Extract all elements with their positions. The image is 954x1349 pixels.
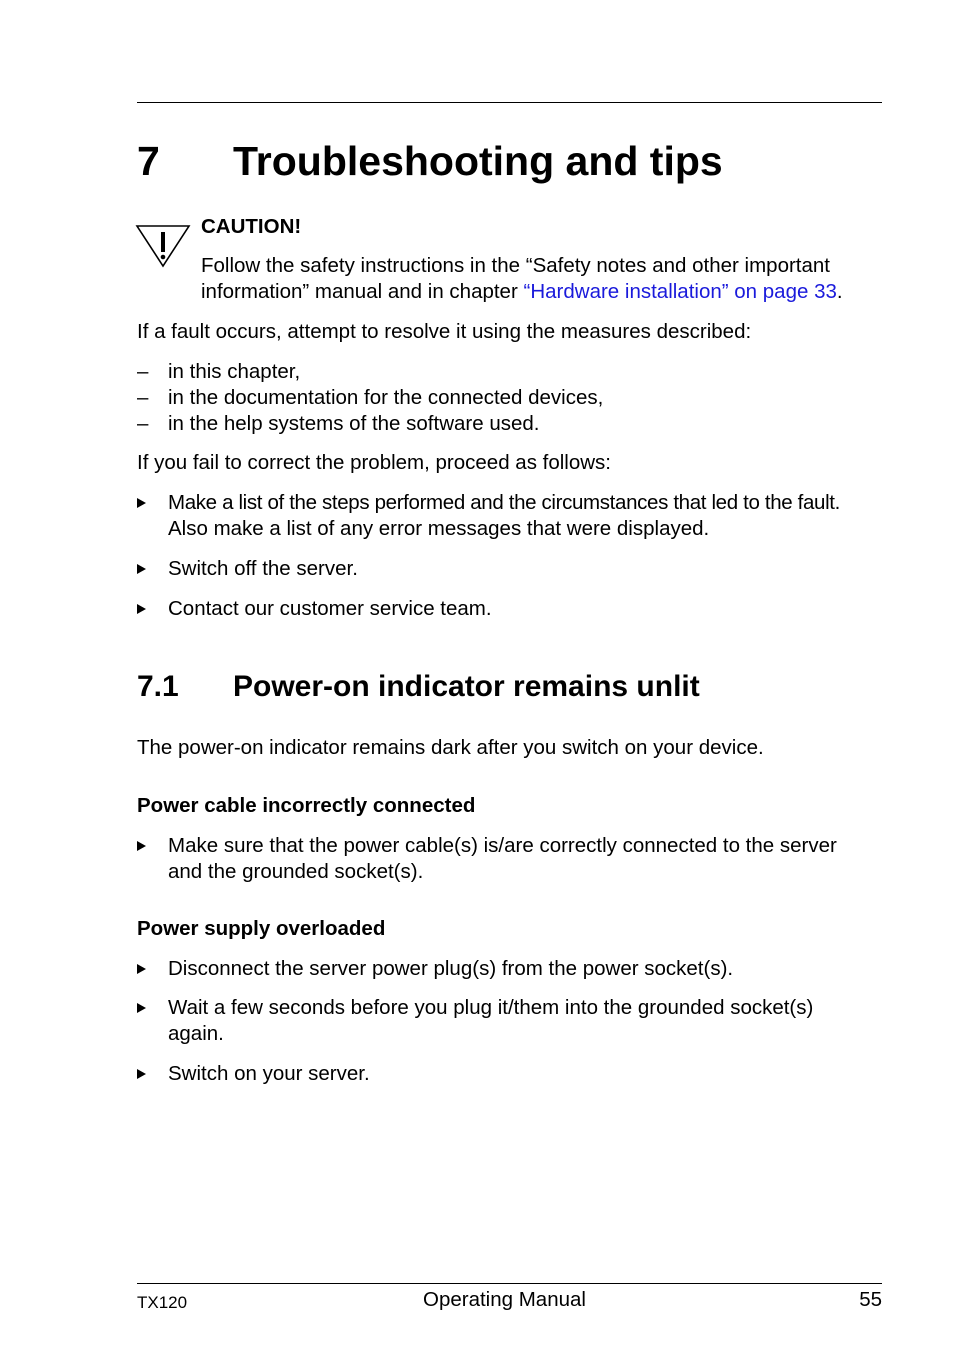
step-bullet-icon: [137, 564, 146, 574]
chapter-number: 7: [137, 138, 160, 184]
page-number: 55: [859, 1288, 882, 1311]
dash-bullet: –: [137, 412, 149, 435]
caution-heading: CAUTION!: [201, 215, 302, 238]
section-title: Power-on indicator remains unlit: [233, 670, 700, 703]
step-line: Make sure that the power cable(s) is/are correctly connected to the server: [168, 834, 837, 857]
caution-line-2-suffix: .: [836, 280, 843, 303]
step-line: Switch off the server.: [168, 557, 358, 580]
dash-bullet: –: [137, 386, 149, 409]
section-number: 7.1: [137, 670, 179, 703]
step-bullet-icon: [137, 841, 146, 851]
subheading-power-supply: Power supply overloaded: [137, 917, 386, 940]
subheading-power-cable: Power cable incorrectly connected: [137, 794, 476, 817]
dash-bullet: –: [137, 360, 149, 383]
step-line: Make a list of the steps performed and the circumstances that led to the fault.: [168, 491, 840, 514]
step-line: and the grounded socket(s).: [168, 860, 424, 883]
fail-paragraph: If you fail to correct the problem, proceed as follows:: [137, 451, 612, 474]
step-line: Disconnect the server power plug(s) from the power socket(s).: [168, 957, 734, 980]
dash-list-item: in the help systems of the software used.: [168, 412, 540, 435]
step-bullet-icon: [137, 964, 146, 974]
caution-line-2: [201, 279, 843, 305]
step-bullet-icon: [137, 498, 146, 508]
hardware-installation-link[interactable]: “Hardware installation” on page 33: [523, 280, 837, 303]
step-bullet-icon: [137, 1003, 146, 1013]
caution-line-2-prefix: information” manual and in chapter: [201, 280, 524, 303]
footer-model: TX120: [137, 1293, 188, 1312]
chapter-title: Troubleshooting and tips: [233, 138, 723, 184]
step-line: Also make a list of any error messages that were displayed.: [168, 517, 710, 540]
section-intro: The power-on indicator remains dark after you switch on your device.: [137, 736, 764, 759]
footer-rule: [137, 1283, 882, 1284]
caution-line-1: Follow the safety instructions in the “Safety notes and other important: [201, 254, 830, 277]
step-line: again.: [168, 1022, 224, 1045]
step-bullet-icon: [137, 604, 146, 614]
warning-triangle-icon: [135, 224, 191, 270]
intro-paragraph: If a fault occurs, attempt to resolve it using the measures described:: [137, 320, 752, 343]
step-line: Wait a few seconds before you plug it/them into the grounded socket(s): [168, 996, 814, 1019]
step-line: Switch on your server.: [168, 1062, 370, 1085]
dash-list-item: in this chapter,: [168, 360, 301, 383]
header-rule: [137, 102, 882, 103]
dash-list-item: in the documentation for the connected devices,: [168, 386, 604, 409]
footer-title: Operating Manual: [423, 1288, 586, 1311]
step-bullet-icon: [137, 1069, 146, 1079]
step-line: Contact our customer service team.: [168, 597, 492, 620]
